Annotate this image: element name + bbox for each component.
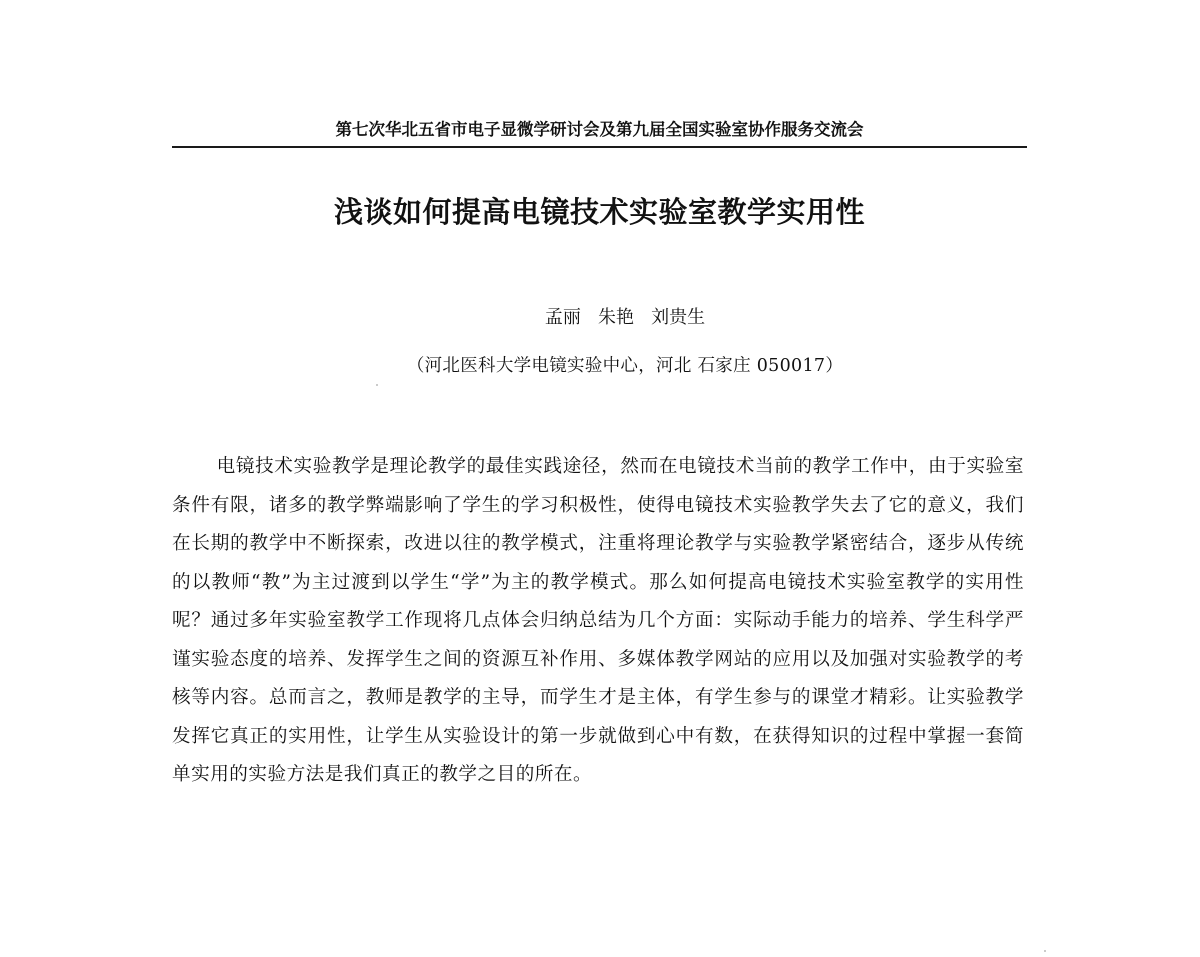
body-paragraph: 电镜技术实验教学是理论教学的最佳实践途径，然而在电镜技术当前的教学工作中，由于实验室条件有限，诸多的教学弊端影响了学生的学习积极性，使得电镜技术实验教学失去了它的意义，我们在长期的教学中不断探索，改进以往的教学模式，注重将理论教学与实验教学紧密结合，逐步从传统的以教师“教”为主过渡到以学生“学”为主的教学模式。那么如何提高电镜技术实验室教学的实用性呢？通过多年实验室教学工作现将几点体会归纳总结为几个方面：实际动手能力的培养、学生科学严谨实验态度的培养、发挥学生之间的资源互补作用、多媒体教学网站的应用以及加强对实验教学的考核等内容。总而言之，教师是教学的主导，而学生才是主体，有学生参与的课堂才精彩。让实验教学发挥它真正的实用性，让学生从实验设计的第一步就做到心中有数，在获得知识的过程中掌握一套简单实用的实验方法是我们真正的教学之目的所在。 [172,456,1024,785]
author-list [250,304,1000,332]
affiliation: （河北医科大学电镜实验中心，河北 石家庄 050017） [406,356,844,376]
scan-speck [1044,950,1046,952]
paper-title: 浅谈如何提高电镜技术实验室教学实用性 [333,195,865,229]
scan-speck [376,384,378,386]
header-rule [172,146,1027,148]
author-name: 刘贵生 [651,307,706,328]
author-name: 朱艳 [598,307,634,328]
author-name: 孟丽 [544,307,581,328]
running-head: 第七次华北五省市电子显微学研讨会及第九届全国实验室协作服务交流会 [335,120,864,139]
